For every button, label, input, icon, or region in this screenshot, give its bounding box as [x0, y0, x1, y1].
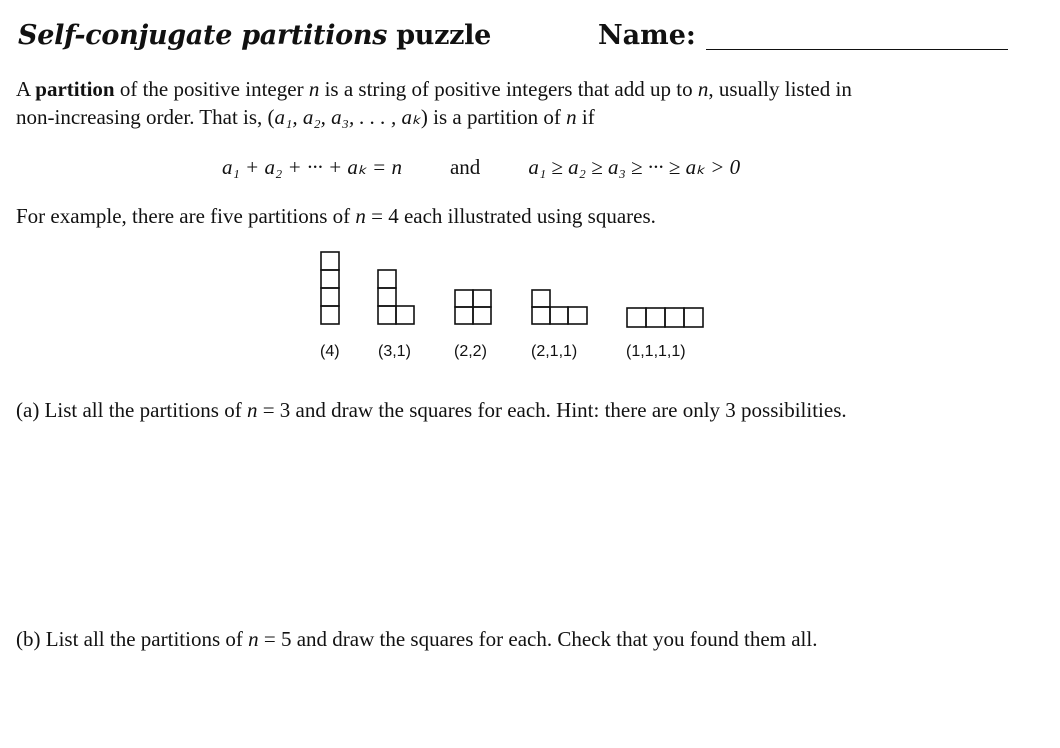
square	[473, 307, 491, 324]
partition-label: (4)	[320, 343, 340, 360]
square	[396, 306, 414, 324]
square	[473, 290, 491, 307]
square	[532, 290, 550, 307]
partition-diagram-4	[321, 252, 339, 324]
square	[627, 308, 646, 327]
partition-label: (2,1,1)	[531, 343, 578, 360]
square	[568, 307, 587, 324]
partition-diagram-3-1	[378, 270, 414, 324]
partition-label: (1,1,1,1)	[626, 343, 686, 360]
square	[646, 308, 665, 327]
partition-label: (2,2)	[454, 343, 487, 360]
square	[321, 252, 339, 270]
term-partition: partition	[35, 77, 115, 101]
square	[321, 288, 339, 306]
sum-equation: a₁ + a₂ + ··· + aₖ = n	[222, 155, 402, 179]
square	[684, 308, 703, 327]
square	[378, 288, 396, 306]
square	[532, 307, 550, 324]
square	[378, 306, 396, 324]
square	[455, 307, 473, 324]
question-a: (a) List all the partitions of n = 3 and draw the squares for each. Hint: there are only 3 possibilities.	[16, 398, 847, 422]
worksheet-title: Self-conjugate partitions puzzle	[18, 20, 492, 51]
question-b: (b) List all the partitions of n = 5 and draw the squares for each. Check that you found them all.	[16, 627, 818, 651]
square	[378, 270, 396, 288]
name-label: Name:	[598, 20, 696, 51]
partition-label: (3,1)	[378, 343, 411, 360]
partition-diagram-1-1-1-1	[627, 308, 703, 327]
square	[665, 308, 684, 327]
intro-line-1: A partition of the positive integer n is a string of positive integers that add up to n, usually listed in	[16, 77, 852, 101]
square	[321, 306, 339, 324]
partition-diagram-2-2	[455, 290, 491, 324]
inequality-chain: a₁ ≥ a₂ ≥ a₃ ≥ ··· ≥ aₖ > 0	[528, 155, 741, 179]
partition-diagram-2-1-1	[532, 290, 587, 324]
intro-line-2: non-increasing order. That is, (a₁, a₂, a₃, . . . , aₖ) is a partition of n if	[16, 105, 595, 129]
example-text: For example, there are five partitions of n = 4 each illustrated using squares.	[16, 204, 656, 228]
and-word: and	[449, 155, 481, 179]
square	[455, 290, 473, 307]
square	[321, 270, 339, 288]
square	[550, 307, 568, 324]
